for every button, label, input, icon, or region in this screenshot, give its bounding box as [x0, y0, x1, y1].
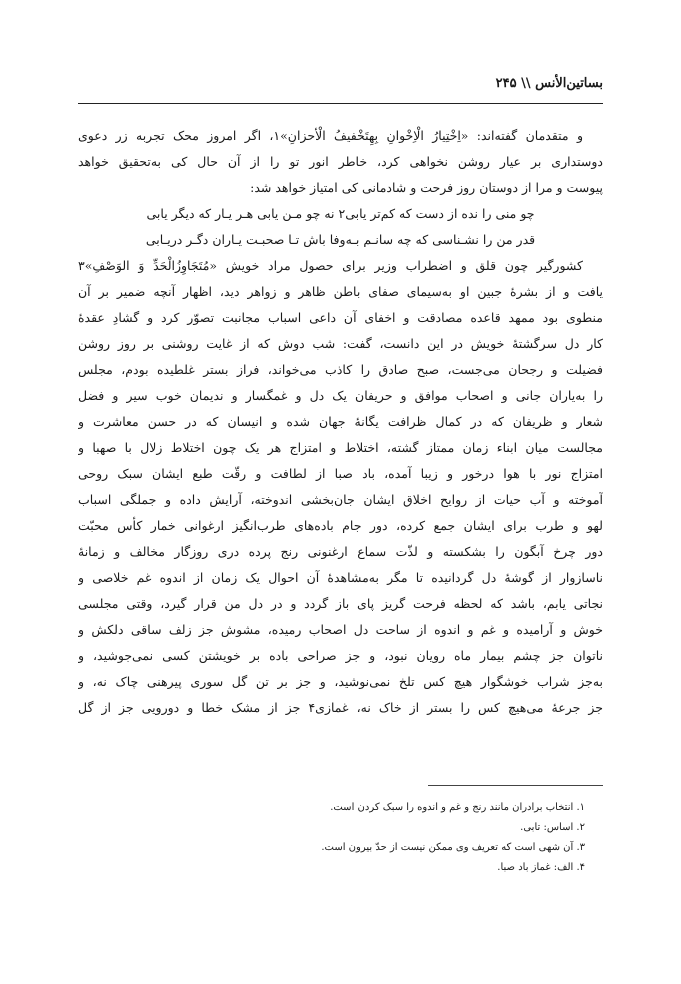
- text-line: امتزاج نور با هوا درخور و زیبا آمده، باد صبا از لطافت و رقّت طبع ایشان سبک روحی: [78, 466, 603, 481]
- text-line: ناسازوار از گوشهٔ دل گردانیده تا مگر به‌مشاهدهٔ آن احوال یک زمان از اندوه غم خلاصی و: [78, 570, 603, 585]
- text-line: و متقدمان گفته‌اند: «اِخْتِیارُ الْاِخْوانِ بِهِتَخْفیفُ الْأحزانِ»۱، اگر امروز محک تجربه زر دعوی: [78, 128, 583, 143]
- header-divider: [78, 103, 603, 104]
- text-line: نجاتی یابم، باشد که لحظه فرحت گریز پای باز گردد و در دل من قرار گیرد، وقتی مجلسی: [78, 596, 603, 611]
- text-line: دور چرخ آبگون را بشکسته و لذّت سماع ارغنونی رنج پرده دری روزگار مخالف و زمانهٔ: [78, 544, 603, 559]
- main-text: [78, 123, 603, 721]
- text-line: کار دل سرگشتهٔ خویش در این دانست، گفت: شب دوش که از غایت روشنی بر روز روشن: [78, 336, 603, 351]
- text-line: فضیلت و رجحان می‌جست، صبح صادق را کاذب می‌خواند، فراز بستر غلطیده بودم، مجلس: [78, 362, 603, 377]
- running-header: بساتین‌الأنس \\ ۲۴۵: [495, 76, 603, 91]
- text-line: کشورگیر چون قلق و اضطراب وزیر برای حصول مراد خویش «مُتَجَاوِزُالْحَدِّ وَ الوَصْفِ»۳: [78, 258, 583, 273]
- footnote: ۲. اساس: تابی.: [520, 822, 585, 833]
- footnotes: [78, 798, 585, 878]
- text-line: جز جرعهٔ می‌هیچ کس را بستر از خاک نه، غمازی۴ جز از مشک خطا و دورویی جز از گل: [78, 700, 603, 715]
- verse-line: چو منی را نده از دست که کم‌تر یابی۲ نه چو مـن یابی هـر یـار که دیگر یابی: [146, 206, 535, 221]
- footnote: ۴. الف: غماز باد صبا.: [497, 862, 585, 873]
- text-line: منطوی بود ممهد قاعده مصادقت و اخفای آن داعی اسباب مجانبت تصوّر کرد و گشادِ عقدهٔ: [78, 310, 603, 325]
- text-line: به‌جز شراب خوشگوار هیچ کس تلخ نمی‌نوشید، و جز بر تن گل سوری پیرهنی چاک نه، و: [78, 674, 603, 689]
- text-line: خوش و آرامیده و غم و اندوه از ساحت دل اصحاب رمیده، مشوش جز زلف ساقی دلکش و: [78, 622, 603, 637]
- text-line: مجالست میان ابناء زمان ممتاز گشته، اختلاط و امتزاج هر یک چون اختلاط زلال با صهبا و: [78, 440, 603, 455]
- text-line: لهو و طرب برای ایشان جمع کرده، دور جام باده‌های طرب‌انگیز ارغوانی خمار کأس محبّت: [78, 518, 603, 533]
- footnote: ۳. آن شهی است که تعریف وی ممکن نیست از حدّ بیرون است.: [321, 842, 585, 853]
- text-line: ناتوان جز چشم بیمار ماه رویان نبود، و جز صراحی باده بر خویشتن کسی نمی‌جوشید، و: [78, 648, 603, 663]
- text-line: آموخته و آب حیات از روایح اخلاق ایشان جان‌بخشی اندوخته، آرایش داده و جملگی اسباب: [78, 492, 603, 507]
- text-line: شعار و ظریفان که در کمال ظرافت یگانهٔ جهان شده و انیسان که در حسن معاشرت و: [78, 414, 603, 429]
- text-line: را به‌یاران جانی و اصحاب موافق و حریفان یک دل و غمگسار و ندیمان خوب سیر و فضل: [78, 388, 603, 403]
- verse-line: قدر من را نشـناسی که چه سانـم بـه‌وفا باش تـا صحبـت یـاران دگـر دریـابی: [145, 232, 536, 247]
- text-line: دوستداری بر عیار روشن نخواهی کرد، خاطر انور تو را از آن حال کی به‌تحقیق خواهد: [78, 154, 603, 169]
- footnote: ۱. انتخاب برادران مانند رنج و غم و اندوه را سبک کردن است.: [330, 802, 585, 813]
- footnote-divider: [428, 785, 603, 786]
- text-line: یافت و از بشرهٔ جبین او به‌سیمای صفای باطن ظاهر و زواهر دید، اظهار آنچه ضمیر بر آن: [78, 284, 603, 299]
- text-line: پیوست و مرا از دوستان روز فرحت و شادمانی کی امتیاز خواهد شد:: [250, 180, 603, 195]
